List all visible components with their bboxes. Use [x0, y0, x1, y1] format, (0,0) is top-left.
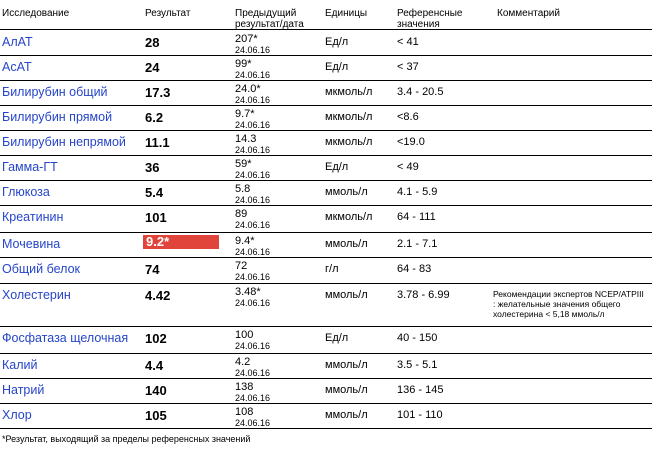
reference-range: 64 - 111	[397, 211, 436, 223]
previous-value: 59*	[235, 158, 252, 170]
header-comment: Комментарий	[497, 8, 560, 19]
result-value: 6.2	[145, 110, 164, 125]
table-row	[0, 257, 652, 284]
previous-value: 9.7*	[235, 108, 255, 120]
units: ммоль/л	[325, 409, 368, 421]
previous-value: 4.2	[235, 356, 251, 368]
reference-range: 4.1 - 5.9	[397, 186, 438, 198]
result-value: 11.1	[145, 135, 170, 150]
previous-date: 24.06.16	[235, 195, 271, 205]
units: мкмоль/л	[325, 86, 373, 98]
previous-date: 24.06.16	[235, 120, 271, 130]
units: Ед/л	[325, 36, 349, 48]
test-name-link[interactable]: Натрий	[2, 383, 45, 397]
result-value: 74	[145, 262, 160, 277]
result-value: 140	[145, 383, 167, 398]
previous-value: 99*	[235, 58, 252, 70]
test-name-link[interactable]: Гамма-ГТ	[2, 160, 58, 174]
previous-value: 5.8	[235, 183, 251, 195]
reference-range: 101 - 110	[397, 409, 443, 421]
test-name-link[interactable]: Билирубин прямой	[2, 110, 113, 124]
test-name-link[interactable]: Глюкоза	[2, 185, 50, 199]
reference-range: 64 - 83	[397, 263, 432, 275]
previous-result	[235, 236, 270, 257]
previous-value: 100	[235, 329, 254, 341]
reference-range: <19.0	[397, 136, 425, 148]
reference-range: < 41	[397, 36, 419, 48]
table-row	[0, 105, 652, 131]
previous-date: 24.06.16	[235, 145, 271, 155]
previous-value: 14.3	[235, 133, 257, 145]
units: ммоль/л	[325, 186, 368, 198]
test-name-link[interactable]: Хлор	[2, 408, 32, 422]
previous-value: 72	[235, 260, 248, 272]
table-row	[0, 353, 652, 379]
previous-result	[235, 184, 270, 205]
result-value: 4.4	[145, 358, 164, 373]
footnote: *Результат, выходящий за пределы референсных значений	[2, 434, 251, 444]
result-value: 24	[145, 60, 160, 75]
previous-value: 3.48*	[235, 286, 261, 298]
header-test: Исследование	[2, 8, 70, 19]
previous-result	[235, 407, 270, 428]
previous-result	[235, 134, 270, 155]
result-value: 105	[145, 408, 167, 423]
previous-value: 89	[235, 208, 248, 220]
table-row	[0, 205, 652, 233]
table-row	[0, 403, 652, 429]
previous-value: 24.0*	[235, 83, 261, 95]
table-row	[0, 55, 652, 81]
previous-result	[235, 382, 270, 403]
test-name-link[interactable]: Общий белок	[2, 262, 81, 276]
previous-date: 24.06.16	[235, 341, 271, 351]
units: Ед/л	[325, 332, 349, 344]
previous-date: 24.06.16	[235, 220, 271, 230]
reference-range: < 37	[397, 61, 419, 73]
test-name-link[interactable]: Мочевина	[2, 237, 61, 251]
previous-date: 24.06.16	[235, 170, 271, 180]
reference-range: 2.1 - 7.1	[397, 238, 438, 250]
test-name-link[interactable]: Креатинин	[2, 210, 64, 224]
previous-result	[235, 209, 270, 230]
table-row	[0, 283, 652, 327]
previous-date: 24.06.16	[235, 298, 271, 308]
units: ммоль/л	[325, 359, 368, 371]
result-value: 5.4	[145, 185, 164, 200]
units: ммоль/л	[325, 384, 368, 396]
previous-result	[235, 84, 270, 105]
units: г/л	[325, 263, 339, 275]
previous-date: 24.06.16	[235, 95, 271, 105]
header-units: Единицы	[325, 8, 368, 19]
previous-result	[235, 159, 270, 180]
units: Ед/л	[325, 61, 349, 73]
header-result: Результат	[145, 8, 191, 19]
table-row	[0, 326, 652, 354]
result-value: 17.3	[145, 85, 171, 100]
previous-result	[235, 59, 270, 80]
previous-date: 24.06.16	[235, 45, 271, 55]
result-value-flagged: 9.2*	[143, 235, 219, 249]
table-row	[0, 130, 652, 156]
table-row	[0, 378, 652, 404]
test-name-link[interactable]: Билирубин непрямой	[2, 135, 126, 149]
previous-date: 24.06.16	[235, 393, 271, 403]
test-name-link[interactable]: АсАТ	[2, 60, 32, 74]
reference-range: 136 - 145	[397, 384, 444, 396]
units: ммоль/л	[325, 238, 368, 250]
test-name-link[interactable]: Фосфатаза щелочная	[2, 331, 129, 345]
previous-result	[235, 34, 270, 55]
previous-value: 108	[235, 406, 254, 418]
reference-range: 40 - 150	[397, 332, 438, 344]
units: мкмоль/л	[325, 111, 373, 123]
table-row	[0, 80, 652, 106]
previous-result	[235, 357, 270, 378]
units: Ед/л	[325, 161, 349, 173]
table-row	[0, 155, 652, 181]
previous-value: 9.4*	[235, 235, 255, 247]
table-row	[0, 180, 652, 206]
previous-value: 138	[235, 381, 254, 393]
previous-date: 24.06.16	[235, 70, 271, 80]
previous-result	[235, 261, 270, 282]
previous-result	[235, 109, 270, 130]
test-name-link[interactable]: Холестерин	[2, 288, 71, 302]
header-reference: Референсные значения	[397, 8, 463, 30]
result-value: 4.42	[145, 288, 171, 303]
units: мкмоль/л	[325, 211, 373, 223]
result-value: 101	[145, 210, 167, 225]
table-row	[0, 30, 652, 56]
result-value: 28	[145, 35, 160, 50]
reference-range: <8.6	[397, 111, 419, 123]
reference-range: 3.78 - 6.99	[397, 289, 450, 301]
previous-value: 207*	[235, 33, 258, 45]
reference-range: < 49	[397, 161, 419, 173]
units: ммоль/л	[325, 289, 368, 301]
previous-result	[235, 287, 270, 308]
test-name-link[interactable]: Билирубин общий	[2, 85, 108, 99]
table-row	[0, 232, 652, 258]
units: мкмоль/л	[325, 136, 373, 148]
test-name-link[interactable]: Калий	[2, 358, 38, 372]
previous-date: 24.06.16	[235, 368, 271, 378]
previous-result	[235, 330, 270, 351]
previous-date: 24.06.16	[235, 247, 271, 257]
test-name-link[interactable]: АлАТ	[2, 35, 33, 49]
header-previous: Предыдущий результат/дата	[235, 8, 304, 30]
previous-date: 24.06.16	[235, 418, 271, 428]
previous-date: 24.06.16	[235, 272, 271, 282]
result-value: 36	[145, 160, 160, 175]
reference-range: 3.5 - 5.1	[397, 359, 438, 371]
comment: Рекомендации экспертов NCEP/ATPIII : желательные значения общего холестерина < 5,18 ммоль/л	[493, 289, 644, 319]
reference-range: 3.4 - 20.5	[397, 86, 444, 98]
result-value: 102	[145, 331, 167, 346]
